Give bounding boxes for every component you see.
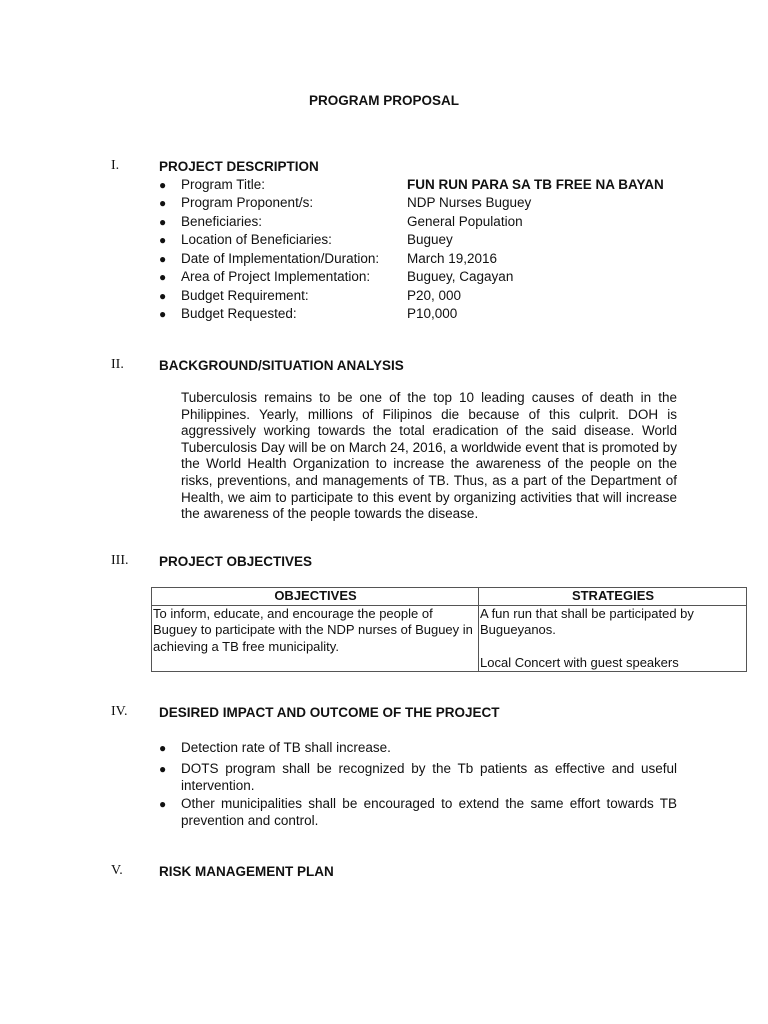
bullet-icon: ●: [159, 307, 167, 321]
item-value: General Population: [407, 214, 523, 229]
section-5-heading: RISK MANAGEMENT PLAN: [159, 864, 334, 879]
section-1-numeral: I.: [111, 158, 120, 173]
item-value: Buguey, Cagayan: [407, 269, 514, 284]
bullet-icon: ●: [159, 741, 167, 755]
item-label: Beneficiaries:: [181, 214, 263, 229]
table-header-row: [152, 588, 747, 606]
item-label: Date of Implementation/Duration:: [181, 251, 380, 266]
impact-item: DOTS program shall be recognized by the Tb patients as effective and useful intervention.: [181, 761, 677, 793]
bullet-icon: ●: [159, 797, 167, 811]
table-row: [152, 605, 747, 672]
objectives-table: [151, 587, 747, 672]
impact-item: Detection rate of TB shall increase.: [181, 740, 391, 755]
bullet-icon: ●: [159, 762, 167, 776]
strategies-cell: [479, 605, 747, 672]
bullet-icon: ●: [159, 178, 167, 192]
strategy-item: Local Concert with guest speakers: [480, 654, 679, 670]
item-label: Location of Beneficiaries:: [181, 232, 332, 247]
section-3-heading: PROJECT OBJECTIVES: [159, 554, 313, 569]
section-5-numeral: V.: [111, 863, 123, 878]
item-label: Area of Project Implementation:: [181, 269, 371, 284]
page-title: PROGRAM PROPOSAL: [308, 93, 459, 108]
item-value: P20, 000: [407, 288, 462, 303]
section-4-numeral: IV.: [111, 704, 128, 719]
item-label: Budget Requested:: [181, 306, 297, 321]
bullet-icon: ●: [159, 289, 167, 303]
item-value: FUN RUN PARA SA TB FREE NA BAYAN: [407, 177, 664, 192]
section-1-heading: PROJECT DESCRIPTION: [159, 159, 319, 174]
objectives-column-header: OBJECTIVES: [152, 588, 479, 606]
background-paragraph: Tuberculosis remains to be one of the top 10 leading causes of death in the Philippines. Yearly, millions of Filipinos die because of this culprit. DOH is aggressively working towards the total eradication of the said disease. World Tuberculosis Day will be on March 24, 2016, a worldwide event that is promoted by the World Health Organization to increase the awareness of the people on the risks, preventions, and managements of TB. Thus, as a part of the Department of Health, we aim to participate to this event by organizing activities that will increase the awareness of the people towards the disease.: [181, 390, 677, 522]
bullet-icon: ●: [159, 215, 167, 229]
bullet-icon: ●: [159, 196, 167, 210]
strategies-column-header: STRATEGIES: [479, 588, 747, 606]
bullet-icon: ●: [159, 270, 167, 284]
bullet-icon: ●: [159, 252, 167, 266]
section-2-numeral: II.: [111, 357, 124, 372]
section-4-heading: DESIRED IMPACT AND OUTCOME OF THE PROJECT: [159, 705, 500, 720]
item-value: P10,000: [407, 306, 458, 321]
objective-cell: To inform, educate, and encourage the people of Buguey to participate with the NDP nurses of Buguey in achieving a TB free municipality.: [152, 605, 479, 672]
item-label: Program Proponent/s:: [181, 195, 314, 210]
item-value: NDP Nurses Buguey: [407, 195, 532, 210]
item-value: March 19,2016: [407, 251, 498, 266]
strategy-item: A fun run that shall be participated by Bugueyanos.: [480, 605, 694, 637]
section-2-heading: BACKGROUND/SITUATION ANALYSIS: [159, 358, 404, 373]
section-3-numeral: III.: [111, 553, 129, 568]
bullet-icon: ●: [159, 233, 167, 247]
impact-item: Other municipalities shall be encouraged to extend the same effort towards TB prevention and control.: [181, 796, 677, 828]
item-label: Program Title:: [181, 177, 266, 192]
item-value: Buguey: [407, 232, 453, 247]
item-label: Budget Requirement:: [181, 288, 309, 303]
